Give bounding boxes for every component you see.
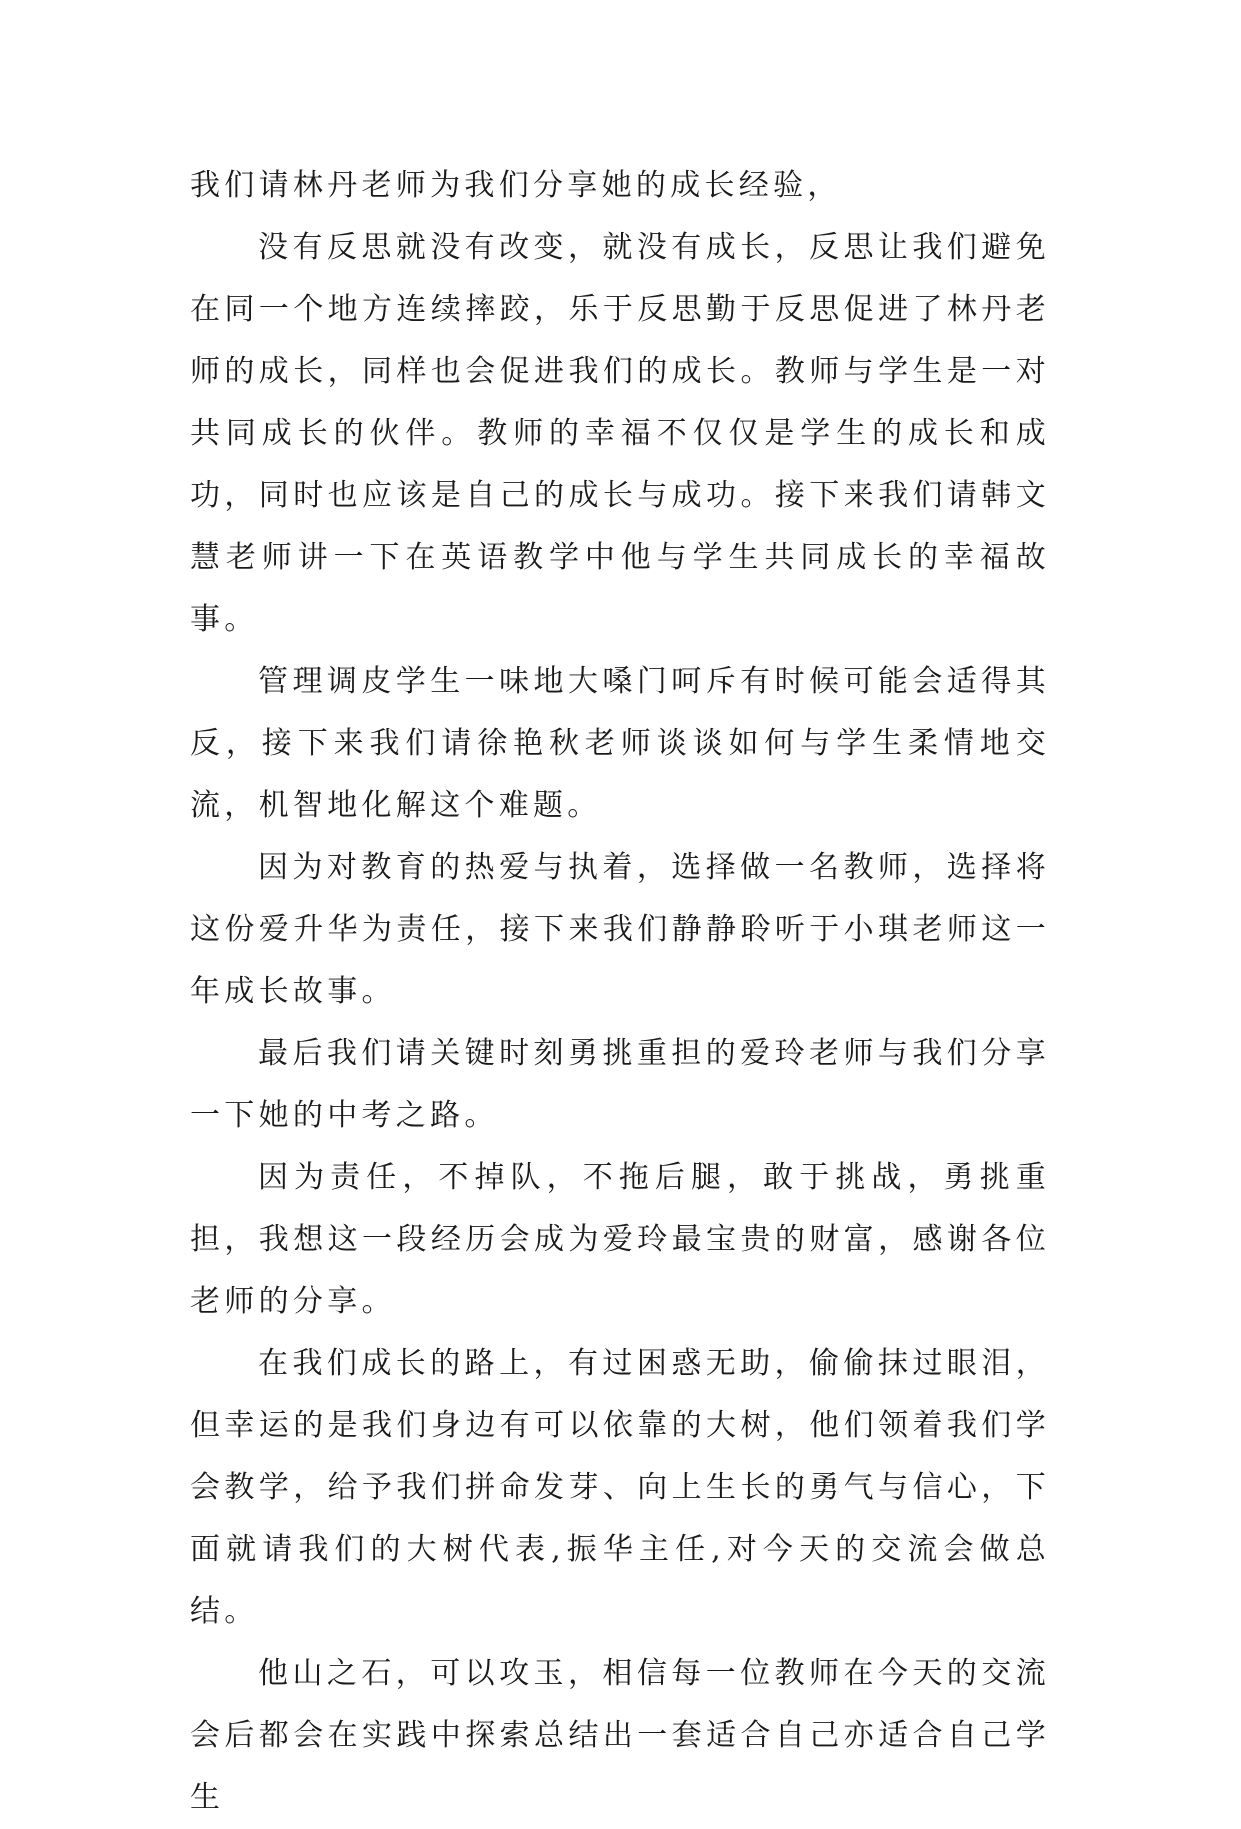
paragraph-2: 没有反思就没有改变，就没有成长，反思让我们避免在同一个地方连续摔跤，乐于反思勤于反思促进了林丹老师的成长，同样也会促进我们的成长。教师与学生是一对共同成长的伙伴。教师的幸福不仅仅是学生的成长和成功，同时也应该是自己的成长与成功。接下来我们请韩文慧老师讲一下在英语教学中他与学生共同成长的幸福故事。 <box>190 230 1050 637</box>
paragraph-7: 在我们成长的路上，有过困惑无助，偷偷抹过眼泪，但幸运的是我们身边有可以依靠的大树，他们领着我们学会教学，给予我们拼命发芽、向上生长的勇气与信心，下面就请我们的大树代表,振华主任,对今天的交流会做总结。 <box>190 1346 1050 1629</box>
paragraph-1: 我们请林丹老师为我们分享她的成长经验， <box>190 168 842 203</box>
paragraph-8: 他山之石，可以攻玉，相信每一位教师在今天的交流会后都会在实践中探索总结出一套适合自己亦适合自己学生 <box>190 1656 1050 1815</box>
paragraph-6: 因为责任，不掉队，不拖后腿，敢于挑战，勇挑重担，我想这一段经历会成为爱玲最宝贵的财富，感谢各位老师的分享。 <box>190 1160 1050 1319</box>
document-body <box>190 155 1050 1829</box>
paragraph-5: 最后我们请关键时刻勇挑重担的爱玲老师与我们分享一下她的中考之路。 <box>190 1036 1050 1133</box>
paragraph-4: 因为对教育的热爱与执着，选择做一名教师，选择将这份爱升华为责任，接下来我们静静聆听于小琪老师这一年成长故事。 <box>190 850 1050 1009</box>
paragraph-3: 管理调皮学生一味地大嗓门呵斥有时候可能会适得其反，接下来我们请徐艳秋老师谈谈如何与学生柔情地交流，机智地化解这个难题。 <box>190 664 1050 823</box>
